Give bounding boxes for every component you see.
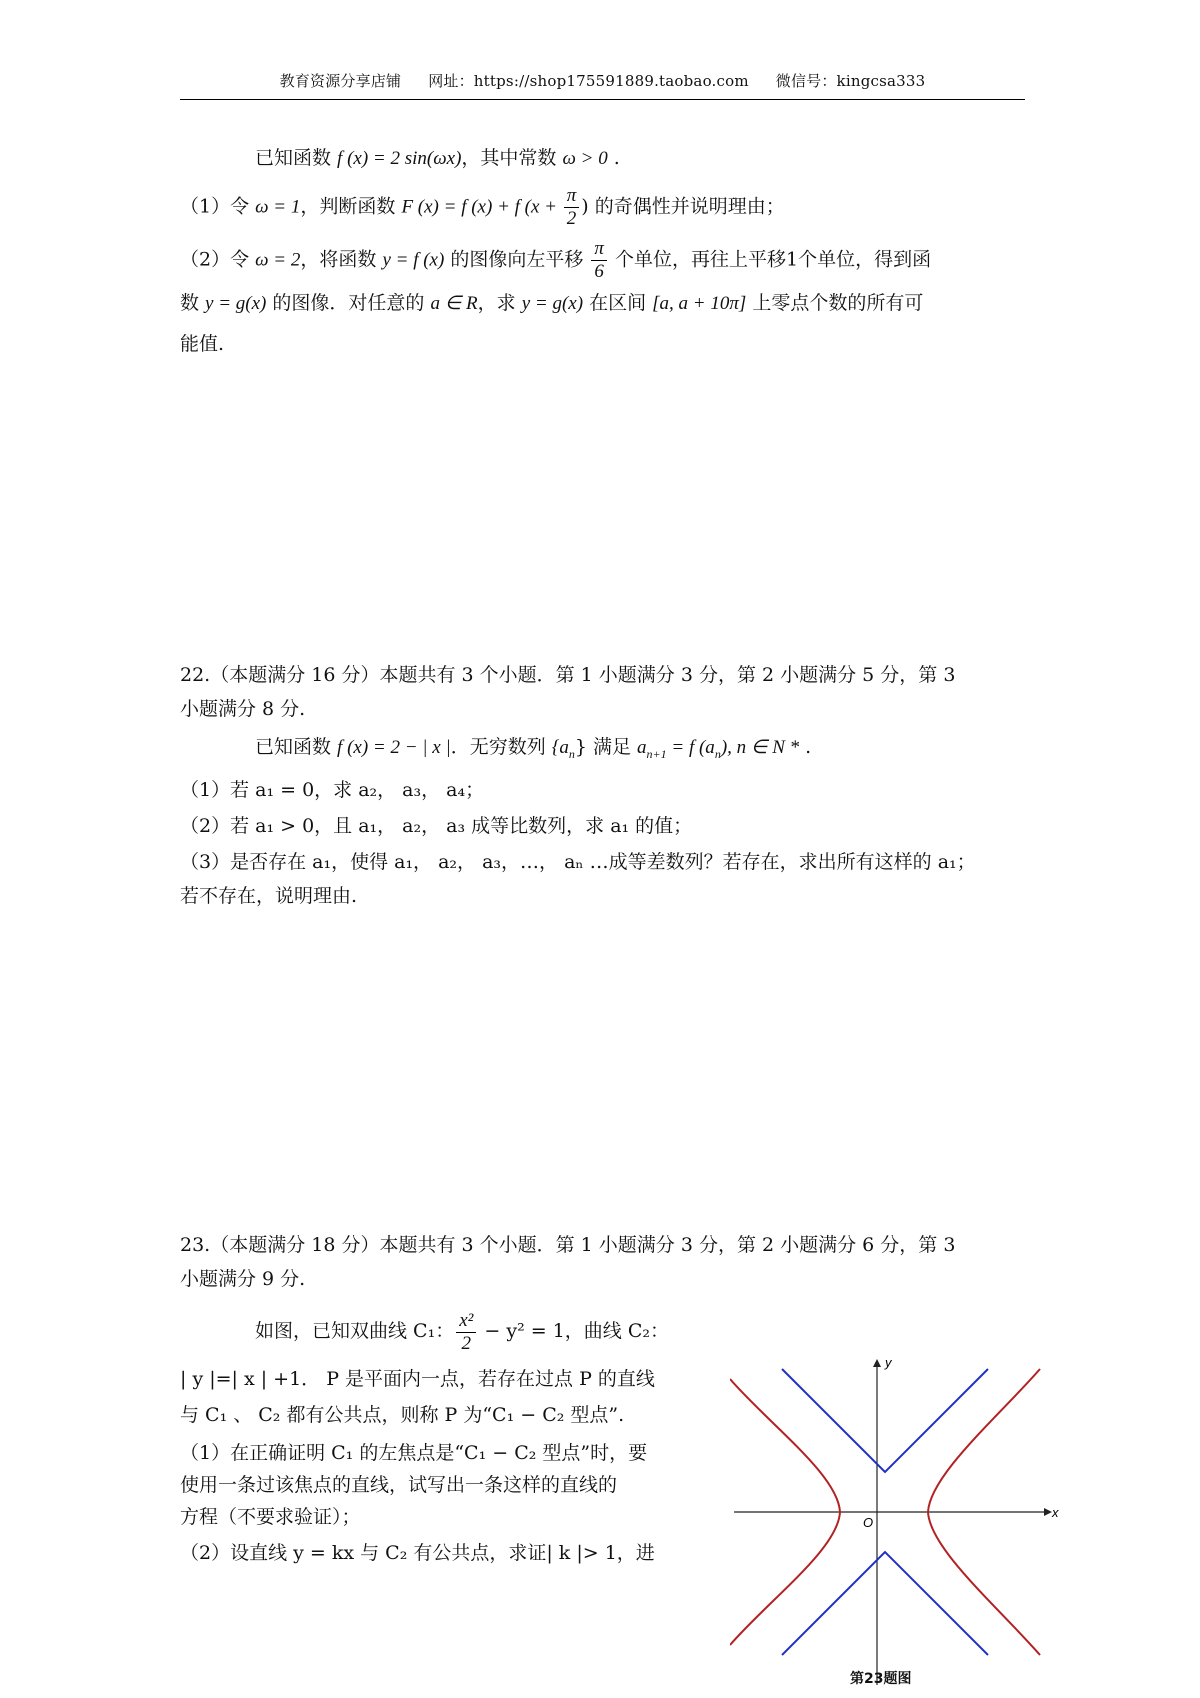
q23-line2: | y |=| x | +1． P 是平面内一点，若存在过点 P 的直线	[180, 1368, 655, 1390]
q21-part2-line2: 数 y = g(x) 的图像．对任意的 a ∈ R，求 y = g(x) 在区间 [a, a + 10π] 上零点个数的所有可	[180, 292, 924, 314]
x-axis-arrow	[1044, 1508, 1052, 1516]
q22-heading: 22.（本题满分 16 分）本题共有 3 个小题．第 1 小题满分 3 分，第 2 小题满分 5 分，第 3	[180, 664, 956, 686]
origin-label: O	[863, 1515, 874, 1530]
q21-part2-line3: 能值.	[180, 333, 225, 355]
q21-part1: （1）令 ω = 1，判断函数 F (x) = f (x) + f (x + $\frac{\pi}{2}$ ) 的奇偶性并说明理由；	[180, 185, 785, 229]
fraction-pi-over-2: $\frac{\pi}{2}$	[564, 185, 580, 230]
q21-part2-line1: （2）令 ω = 2，将函数 y = f (x) 的图像向左平移 $\frac{\pi}{6}$ 个单位，再往上平移1个单位，得到函	[180, 238, 932, 282]
q23-heading: 23.（本题满分 18 分）本题共有 3 个小题．第 1 小题满分 3 分，第 2 小题满分 6 分，第 3	[180, 1234, 956, 1256]
q22-part3-cont: 若不存在，说明理由.	[180, 884, 358, 907]
figure-caption: 第23题图	[850, 1671, 912, 1687]
q22-heading-cont: 小题满分 8 分.	[180, 698, 306, 720]
q23-heading-cont: 小题满分 9 分.	[180, 1268, 306, 1290]
q21-intro: 已知函数 f (x) = 2 sin(ωx)，其中常数 ω > 0 .	[255, 147, 620, 169]
header-site: 网址：https://shop175591889.taobao.com	[428, 72, 749, 90]
curve-c2-lower	[782, 1552, 988, 1655]
header-wechat: 微信号：kingcsa333	[775, 72, 926, 90]
q23-line3: 与 C₁ 、 C₂ 都有公共点，则称 P 为“C₁ − C₂ 型点”.	[180, 1404, 625, 1426]
q22-part3: （3）是否存在 a₁，使得 a₁， a₂， a₃，…， aₙ …成等差数列？若存在，求出所有这样的 a₁；	[180, 850, 976, 873]
curve-c2-upper	[782, 1369, 988, 1472]
page-header	[180, 70, 1025, 100]
fraction-pi-over-6: $\frac{\pi}{6}$	[591, 238, 607, 283]
header-shop: 教育资源分享店铺	[279, 72, 402, 90]
question-22	[180, 655, 1025, 916]
q23-part2: （2）设直线 y = kx 与 C₂ 有公共点，求证| k |> 1，进	[180, 1542, 655, 1564]
x-axis-label: x	[1052, 1505, 1059, 1520]
q23-part1-cont1: 使用一条过该焦点的直线，试写出一条这样的直线的	[180, 1474, 618, 1496]
hyperbola-figure	[730, 1355, 1060, 1685]
q23-part1-cont2: 方程（不要求验证）；	[180, 1506, 361, 1528]
q22-part2: （2）若 a₁ > 0，且 a₁， a₂， a₃ 成等比数列，求 a₁ 的值；	[180, 814, 693, 837]
fraction-x2-over-2: $\frac{\text{x²}}{2}$	[456, 1310, 476, 1355]
q22-part1: （1）若 a₁ = 0，求 a₂， a₃， a₄；	[180, 778, 485, 801]
y-axis-label: y	[885, 1355, 892, 1370]
q23-intro: 如图，已知双曲线 C₁： $\frac{\text{x²}}{2}$ − y² = 1，曲线 C₂：	[255, 1309, 669, 1354]
q23-part1: （1）在正确证明 C₁ 的左焦点是“C₁ − C₂ 型点”时，要	[180, 1442, 648, 1464]
question-21	[180, 138, 1025, 364]
y-axis-arrow	[873, 1359, 881, 1367]
q22-intro: 已知函数 f (x) = 2 − | x |．无穷数列 $\{a_n\}$ 满足 $a_{n+1} = f$ $(a_n)$, n ∈ N * .	[255, 736, 812, 761]
